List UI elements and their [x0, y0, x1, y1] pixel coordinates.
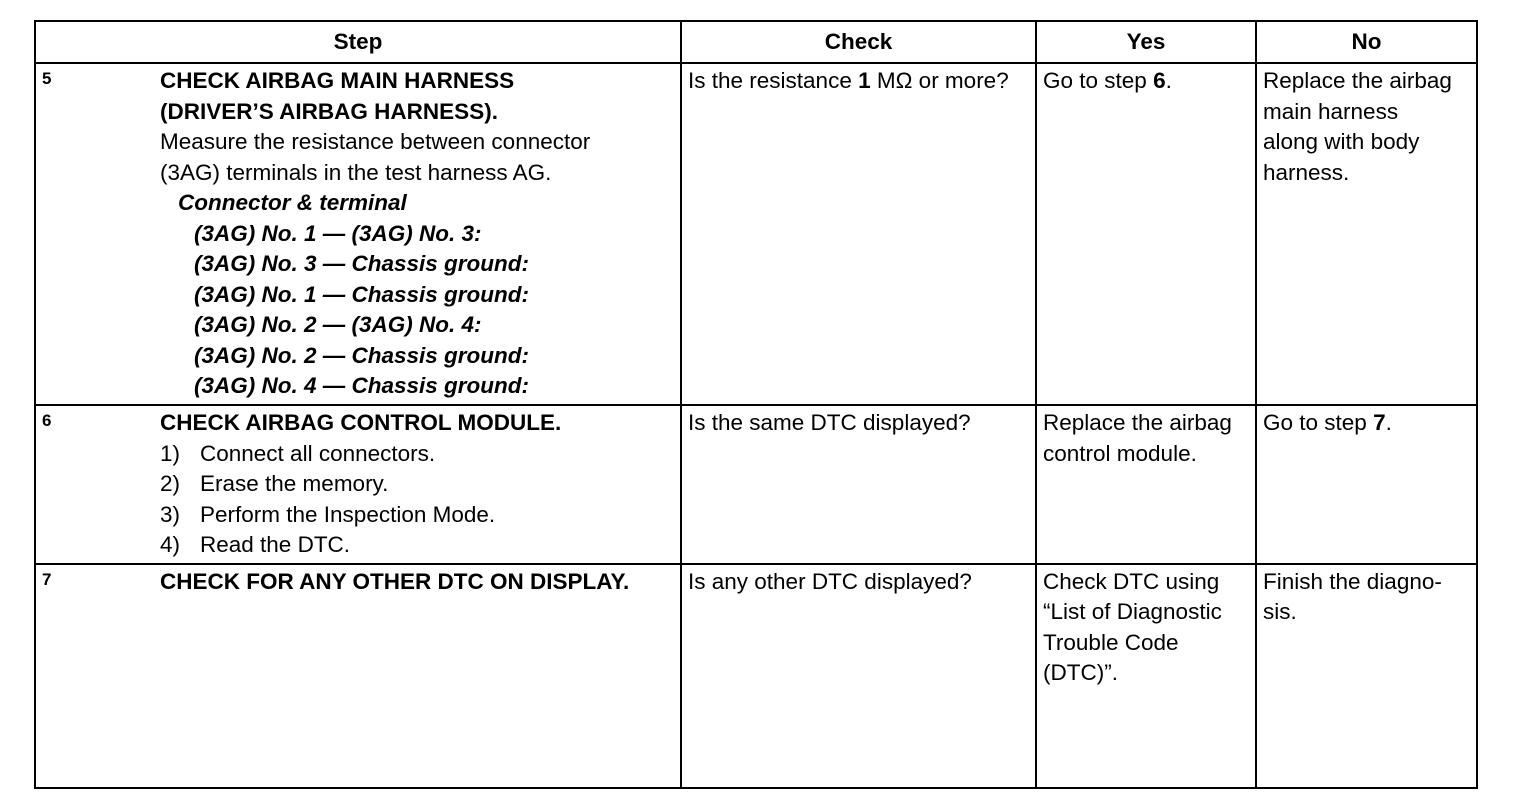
no-text-line: sis.	[1263, 599, 1297, 624]
no-cell	[1256, 405, 1477, 564]
no-text-line: main harness	[1263, 98, 1399, 124]
list-item	[160, 469, 680, 500]
check-cell	[681, 405, 1036, 564]
no-text-part: .	[1385, 410, 1392, 435]
header-no: No	[1256, 21, 1477, 63]
yes-text-line: (DTC)”.	[1043, 660, 1118, 685]
list-number: 2)	[160, 471, 181, 496]
connector-item: (3AG) No. 2 — (3AG) No. 4:	[194, 312, 482, 337]
yes-cell	[1036, 564, 1256, 788]
step-cell	[35, 405, 681, 564]
no-text-line: harness.	[1263, 159, 1350, 185]
no-text-line: Finish the diagno-	[1263, 568, 1442, 594]
check-cell	[681, 63, 1036, 405]
table-row	[35, 405, 1477, 564]
step-title: CHECK AIRBAG MAIN HARNESS	[160, 68, 515, 93]
yes-text	[1037, 565, 1255, 689]
check-text	[682, 64, 1035, 97]
list-item	[160, 500, 680, 531]
no-cell	[1256, 63, 1477, 405]
connector-item: (3AG) No. 3 — Chassis ground:	[194, 251, 530, 276]
yes-cell	[1036, 405, 1256, 564]
connector-item: (3AG) No. 1 — Chassis ground:	[194, 281, 530, 307]
yes-cell	[1036, 63, 1256, 405]
check-text-part: MΩ or more?	[870, 68, 1009, 93]
step-text: (3AG) terminals in the test harness AG.	[160, 159, 552, 185]
no-text-line: Replace the airbag	[1263, 68, 1452, 93]
no-cell	[1256, 564, 1477, 788]
list-number: 3)	[160, 501, 181, 527]
no-text-part: Go to step	[1263, 410, 1374, 435]
list-text: Read the DTC.	[200, 532, 351, 557]
yes-text	[1037, 406, 1255, 469]
header-step: Step	[35, 21, 681, 63]
connector-label: Connector & terminal	[178, 190, 407, 215]
yes-text-line: control module.	[1043, 440, 1197, 466]
no-text	[1257, 565, 1476, 628]
connector-item: (3AG) No. 4 — Chassis ground:	[194, 373, 530, 398]
yes-text-part: .	[1165, 68, 1172, 93]
diagnostic-table	[34, 20, 1478, 789]
check-text: Is the same DTC displayed?	[688, 410, 971, 435]
table-row	[35, 564, 1477, 788]
check-text-part: Is the resistance	[688, 68, 859, 93]
connector-item: (3AG) No. 2 — Chassis ground:	[194, 342, 530, 368]
check-text: Is any other DTC displayed?	[688, 568, 972, 594]
step-cell	[35, 564, 681, 788]
step-title: (DRIVER’S AIRBAG HARNESS).	[160, 98, 498, 124]
list-number: 4)	[160, 532, 181, 557]
header-yes: Yes	[1036, 21, 1256, 63]
step-number: 6	[42, 411, 52, 430]
list-item	[160, 530, 680, 561]
list-text: Connect all connectors.	[200, 440, 436, 466]
list-number: 1)	[160, 440, 181, 466]
step-cell	[35, 63, 681, 405]
check-cell	[681, 564, 1036, 788]
yes-text-line: “List of Diagnostic	[1043, 599, 1222, 624]
list-item	[160, 439, 680, 470]
step-link: 7	[1373, 410, 1386, 435]
header-row	[35, 21, 1477, 63]
no-text	[1257, 406, 1476, 439]
list-text: Perform the Inspection Mode.	[200, 501, 496, 527]
yes-text	[1037, 64, 1255, 97]
step-number: 5	[42, 69, 52, 88]
list-text: Erase the memory.	[200, 471, 389, 496]
no-text-line: along with body	[1263, 129, 1420, 154]
header-check: Check	[681, 21, 1036, 63]
yes-text-line: Replace the airbag	[1043, 410, 1232, 435]
yes-text-part: Go to step	[1043, 68, 1154, 93]
check-value: 1	[858, 68, 871, 93]
step-text: Measure the resistance between connector	[160, 129, 591, 154]
no-text	[1257, 64, 1476, 188]
yes-text-line: Check DTC using	[1043, 568, 1220, 594]
connector-item: (3AG) No. 1 — (3AG) No. 3:	[194, 220, 482, 246]
step-title: CHECK FOR ANY OTHER DTC ON DISPLAY.	[160, 568, 630, 594]
step-link: 6	[1153, 68, 1166, 93]
yes-text-line: Trouble Code	[1043, 629, 1179, 655]
step-number: 7	[42, 569, 52, 589]
step-title: CHECK AIRBAG CONTROL MODULE.	[160, 410, 562, 435]
table-row	[35, 63, 1477, 405]
